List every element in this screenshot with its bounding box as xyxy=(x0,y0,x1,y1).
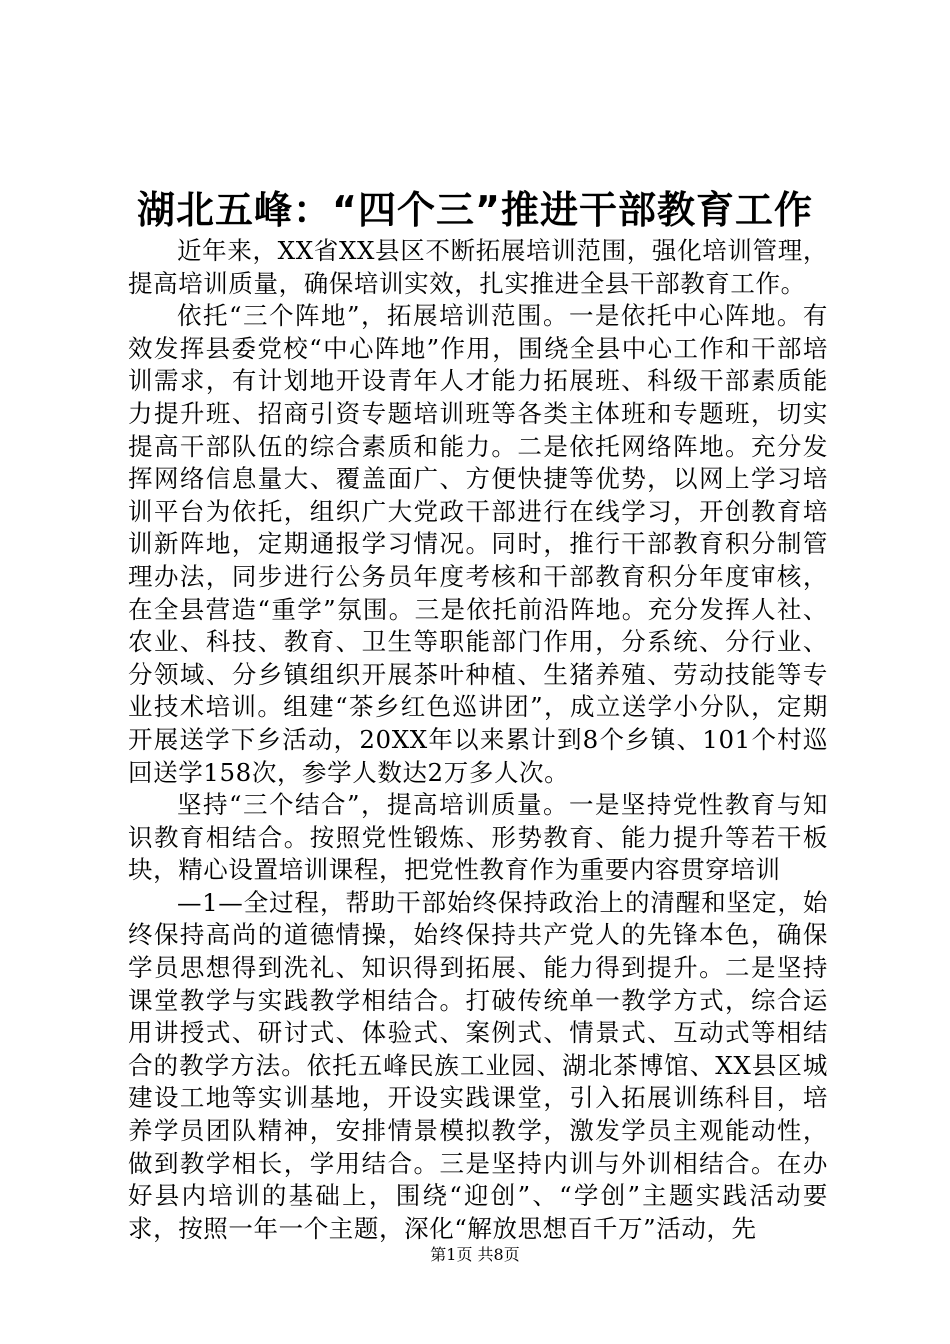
paragraph-intro: 近年来，XX省XX县区不断拓展培训范围，强化培训管理，提高培训质量，确保培训实效，扎实推进全县干部教育工作。 xyxy=(128,236,828,298)
document-body xyxy=(128,235,828,1245)
paragraph-three-positions: 依托“三个阵地”，拓展培训范围。一是依托中心阵地。有效发挥县委党校“中心阵地”作用，围绕全县中心工作和干部培训需求，有计划地开设青年人才能力拓展班、科级干部素质能力提升班、招商引资专题培训班等各类主体班和专题班，切实提高干部队伍的综合素质和能力。二是依托网络阵地。充分发挥网络信息量大、覆盖面广、方便快捷等优势，以网上学习培训平台为依托，组织广大党政干部进行在线学习，开创教育培训新阵地，定期通报学习情况。同时，推行干部教育积分制管理办法，同步进行公务员年度考核和干部教育积分年度审核，在全县营造“重学”氛围。三是依托前沿阵地。充分发挥人社、农业、科技、教育、卫生等职能部门作用，分系统、分行业、分领域、分乡镇组织开展茶叶种植、生猪养殖、劳动技能等专业技术培训。组建“茶乡红色巡讲团”，成立送学小分队，定期开展送学下乡活动，20XX年以来累计到8个乡镇、101个村巡回送学158次，参学人数达2万多人次。 xyxy=(128,301,828,787)
paragraph-continuation: —1—全过程，帮助干部始终保持政治上的清醒和坚定，始终保持高尚的道德情操，始终保持共产党人的先锋本色，确保学员思想得到洗礼、知识得到拓展、能力得到提升。二是坚持课堂教学与实践教学相结合。打破传统单一教学方式，综合运用讲授式、研讨式、体验式、案例式、情景式、互动式等相结合的教学方法。依托五峰民族工业园、湖北茶博馆、XX县区城建设工地等实训基地，开设实践课堂，引入拓展训练科目，培养学员团队精神，安排情景模拟教学，激发学员主观能动性，做到教学相长，学用结合。三是坚持内训与外训相结合。在办好县内培训的基础上，围绕“迎创”、“学创”主题实践活动要求，按照一年一个主题，深化“解放思想百千万”活动，先 xyxy=(128,887,828,1243)
document-title: 湖北五峰：“四个三”推进干部教育工作 xyxy=(137,188,813,232)
page-footer: 第1页 共8页 xyxy=(430,1245,520,1264)
paragraph-three-combinations: 坚持“三个结合”，提高培训质量。一是坚持党性教育与知识教育相结合。按照党性锻炼、形势教育、能力提升等若干板块，精心设置培训课程，把党性教育作为重要内容贯穿培训 xyxy=(128,790,828,885)
